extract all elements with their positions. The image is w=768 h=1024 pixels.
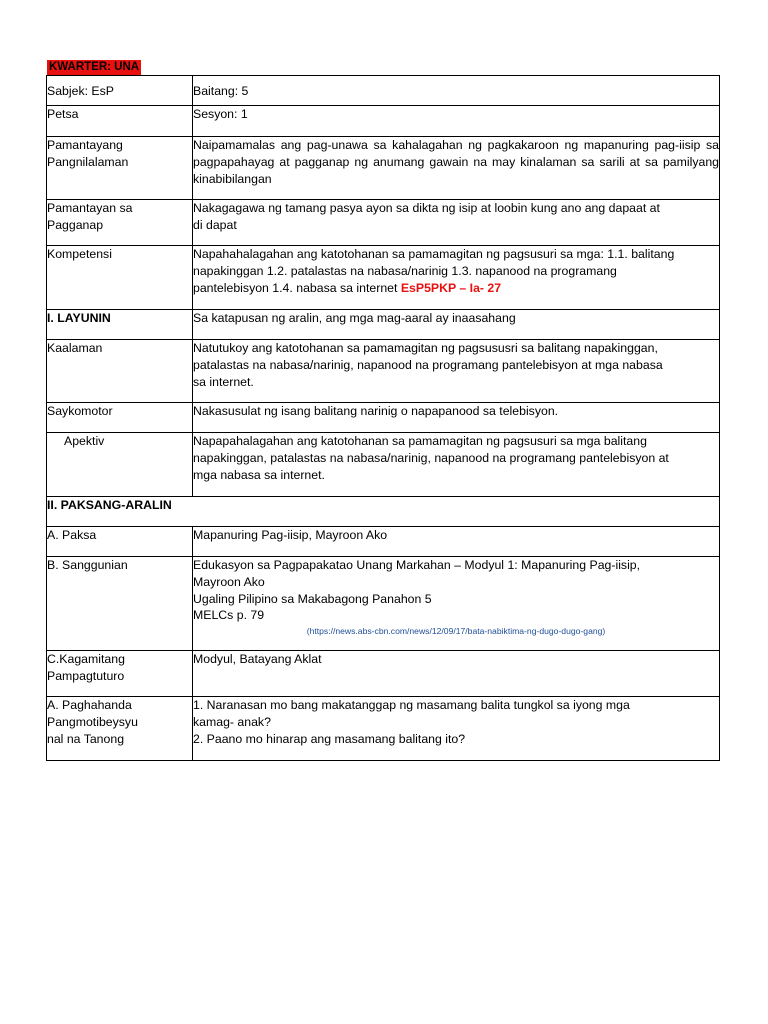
objectives-label: I. LAYUNIN — [47, 310, 193, 340]
value-line: 2. Paano mo hinarap ang masamang balitang ito? — [193, 731, 466, 746]
table-row — [47, 310, 720, 340]
table-row — [47, 106, 720, 137]
session-value: Sesyon: 1 — [193, 106, 720, 137]
table-row — [47, 340, 720, 403]
competency-code: EsP5PKP – Ia- 27 — [400, 280, 502, 295]
table-row — [47, 433, 720, 497]
psychomotor-value: Nakasusulat ng isang balitang narinig o napapanood sa telebisyon. — [193, 403, 720, 433]
value-line: di dapat — [193, 217, 237, 232]
table-row — [47, 527, 720, 557]
quarter-label: KWARTER: UNA — [49, 61, 140, 73]
table-row — [47, 200, 720, 246]
knowledge-label: Kaalaman — [47, 340, 193, 403]
content-standard-value: Naipamamalas ang pag-unawa sa kahalagahan ng pagkakaroon ng mapanuring pag-iisip sa pagpapahayag at pagganap ng anumang gawain na may kinalaman sa sarili at sa pamilyang kinabibilangan — [193, 137, 720, 200]
table-row — [47, 557, 720, 651]
table-row — [47, 697, 720, 761]
topic-value: Mapanuring Pag-iisip, Mayroon Ako — [193, 527, 720, 557]
table-row — [47, 497, 720, 527]
label-line: Pangnilalaman — [47, 154, 129, 169]
value-line: kamag- anak? — [193, 714, 271, 729]
subject-matter-heading: II. PAKSANG-ARALIN — [47, 497, 720, 527]
value-line: 1. Naranasan mo bang makatanggap ng masamang balita tungkol sa iyong mga — [193, 698, 630, 712]
value-line: napakinggan, patalastas na nabasa/narinig, napanood na programang pantelebisyon at — [193, 450, 669, 465]
performance-standard-label — [47, 200, 193, 246]
psychomotor-label: Saykomotor — [47, 403, 193, 433]
value-line: Napahahalagahan ang katotohanan sa pamamagitan ng pagsusuri sa mga: 1.1. balitang — [193, 247, 675, 261]
competency-value — [193, 246, 720, 310]
knowledge-value — [193, 340, 720, 403]
preparation-value — [193, 697, 720, 761]
value-line: napakinggan 1.2. patalastas na nabasa/narinig 1.3. napanood na programang — [193, 263, 617, 278]
value-line: Napapahalagahan ang katotohanan sa pamamagitan ng pagsusuri sa mga balitang — [193, 434, 647, 448]
label-line: Pamantayang — [47, 138, 123, 152]
affective-label: Apektiv — [47, 433, 193, 497]
subject-label: Sabjek: EsP — [47, 76, 193, 106]
preparation-label — [47, 697, 193, 761]
competency-label: Kompetensi — [47, 246, 193, 310]
performance-standard-value — [193, 200, 720, 246]
value-line: patalastas na nabasa/narinig, napanood na programang pantelebisyon at mga nabasa — [193, 357, 663, 372]
value-line: mga nabasa sa internet. — [193, 467, 325, 482]
table-row — [47, 246, 720, 310]
references-value — [193, 557, 720, 651]
value-line: sa internet. — [193, 374, 254, 389]
label-line: C.Kagamitang — [47, 652, 125, 666]
affective-value — [193, 433, 720, 497]
table-row — [47, 137, 720, 200]
references-label: B. Sanggunian — [47, 557, 193, 651]
label-line: nal na Tanong — [47, 731, 125, 746]
value-line: Mayroon Ako — [193, 574, 265, 589]
value-line: Natutukoy ang katotohanan sa pamamagitan ng pagsususri sa balitang napakinggan, — [193, 341, 658, 355]
label-line: Pagganap — [47, 217, 104, 232]
table-row — [47, 76, 720, 106]
label-line: Pamantayan sa — [47, 201, 133, 215]
reference-link[interactable]: (https://news.abs-cbn.com/news/12/09/17/bata-nabiktima-ng-dugo-dugo-gang) — [306, 626, 606, 637]
materials-label — [47, 651, 193, 697]
value-line — [193, 280, 719, 297]
date-label: Petsa — [47, 106, 193, 137]
value-line: Ugaling Pilipino sa Makabagong Panahon 5 — [193, 591, 432, 606]
label-line: A. Paghahanda — [47, 698, 132, 712]
topic-label: A. Paksa — [47, 527, 193, 557]
value-line: MELCs p. 79 — [193, 608, 265, 623]
table-row — [47, 403, 720, 433]
value-text: pantelebisyon 1.4. nabasa sa internet — [193, 280, 401, 295]
value-line: Edukasyon sa Pagpapakatao Unang Markahan – Modyul 1: Mapanuring Pag-iisip, — [193, 558, 641, 572]
grade-value: Baitang: 5 — [193, 76, 720, 106]
label-line: Pangmotibeysyu — [47, 714, 138, 729]
content-standard-label — [47, 137, 193, 200]
materials-value: Modyul, Batayang Aklat — [193, 651, 720, 697]
table-row — [47, 651, 720, 697]
objectives-value: Sa katapusan ng aralin, ang mga mag-aaral ay inaasahang — [193, 310, 720, 340]
label-line: Pampagtuturo — [47, 668, 125, 683]
lesson-plan-table — [46, 75, 720, 761]
value-line: Nakagagawa ng tamang pasya ayon sa dikta ng isip at loobin kung ano ang dapaat at — [193, 201, 660, 215]
